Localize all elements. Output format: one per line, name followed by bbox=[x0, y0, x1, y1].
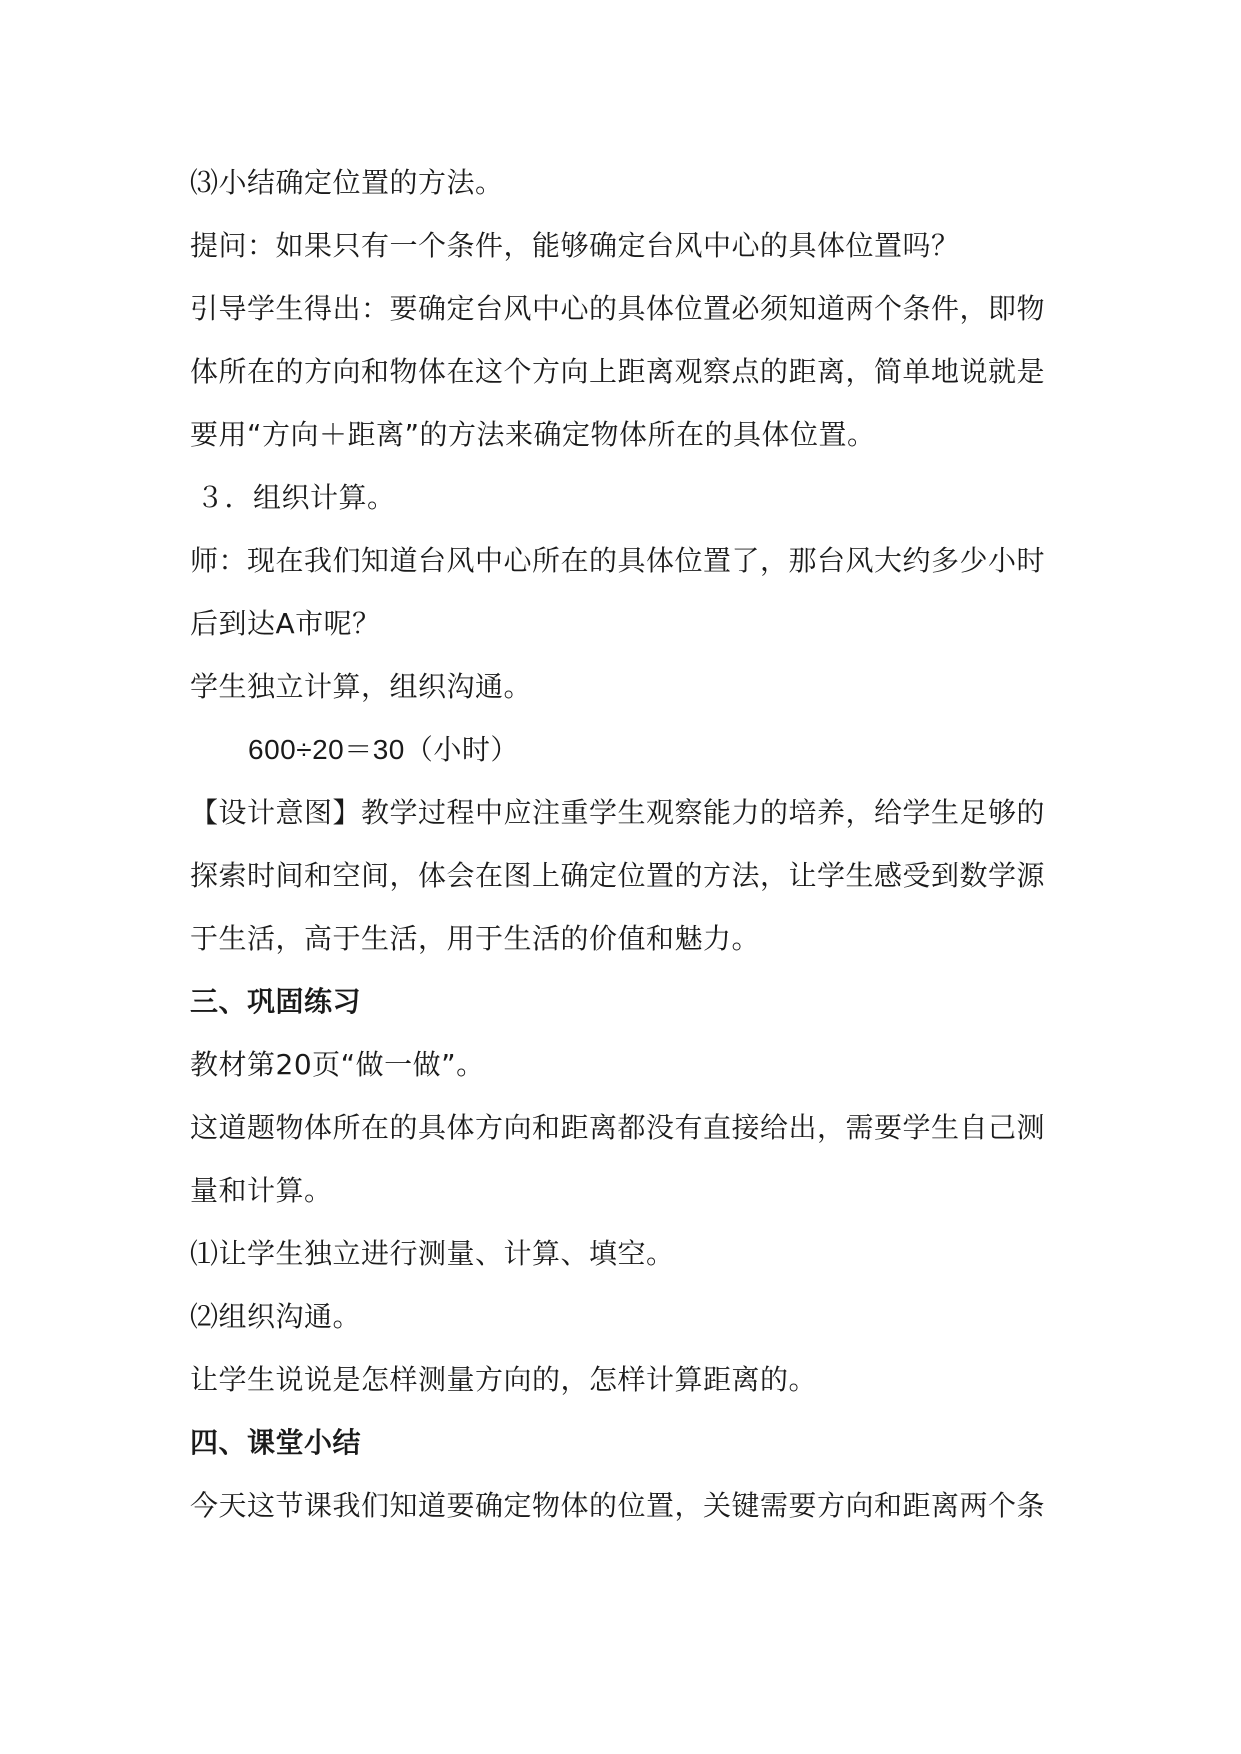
guide-text-line-1: 引导学生得出：要确定台风中心的具体位置必须知道两个条件，即物 bbox=[190, 292, 1046, 325]
practice-step-2: ⑵组织沟通。 bbox=[190, 1300, 362, 1333]
section-organize-calculation: ３．组织计算。 bbox=[196, 481, 396, 514]
textbook-reference: 教材第20页“做一做”。 bbox=[190, 1048, 485, 1081]
calculation-formula: 600÷20＝30（小时） bbox=[248, 734, 519, 765]
teacher-text-line-1: 师：现在我们知道台风中心所在的具体位置了，那台风大约多少小时 bbox=[190, 544, 1046, 577]
student-calculation-text: 学生独立计算，组织沟通。 bbox=[190, 670, 533, 703]
section-heading-summary: 四、课堂小结 bbox=[190, 1426, 362, 1459]
teacher-text-line-2: 后到达A市呢？ bbox=[190, 607, 381, 640]
practice-explanation-line-1: 这道题物体所在的具体方向和距离都没有直接给出，需要学生自己测 bbox=[190, 1111, 1046, 1144]
design-intent-line-3: 于生活，高于生活，用于生活的价值和魅力。 bbox=[190, 922, 761, 955]
practice-step-1: ⑴让学生独立进行测量、计算、填空。 bbox=[190, 1237, 675, 1270]
guide-text-line-3: 要用“方向＋距离”的方法来确定物体所在的具体位置。 bbox=[190, 418, 876, 451]
design-intent-line-1: 【设计意图】教学过程中应注重学生观察能力的培养，给学生足够的 bbox=[190, 796, 1046, 829]
practice-explanation-line-2: 量和计算。 bbox=[190, 1174, 333, 1207]
guide-text-line-2: 体所在的方向和物体在这个方向上距离观察点的距离，简单地说就是 bbox=[190, 355, 1046, 388]
section-heading-practice: 三、巩固练习 bbox=[190, 985, 362, 1018]
summary-text-line-1: 今天这节课我们知道要确定物体的位置，关键需要方向和距离两个条 bbox=[190, 1489, 1046, 1522]
summary-step-3: ⑶小结确定位置的方法。 bbox=[190, 166, 504, 199]
question-text: 提问：如果只有一个条件，能够确定台风中心的具体位置吗？ bbox=[190, 229, 960, 262]
student-discussion-text: 让学生说说是怎样测量方向的，怎样计算距离的。 bbox=[190, 1363, 818, 1396]
design-intent-line-2: 探索时间和空间，体会在图上确定位置的方法，让学生感受到数学源 bbox=[190, 859, 1046, 892]
